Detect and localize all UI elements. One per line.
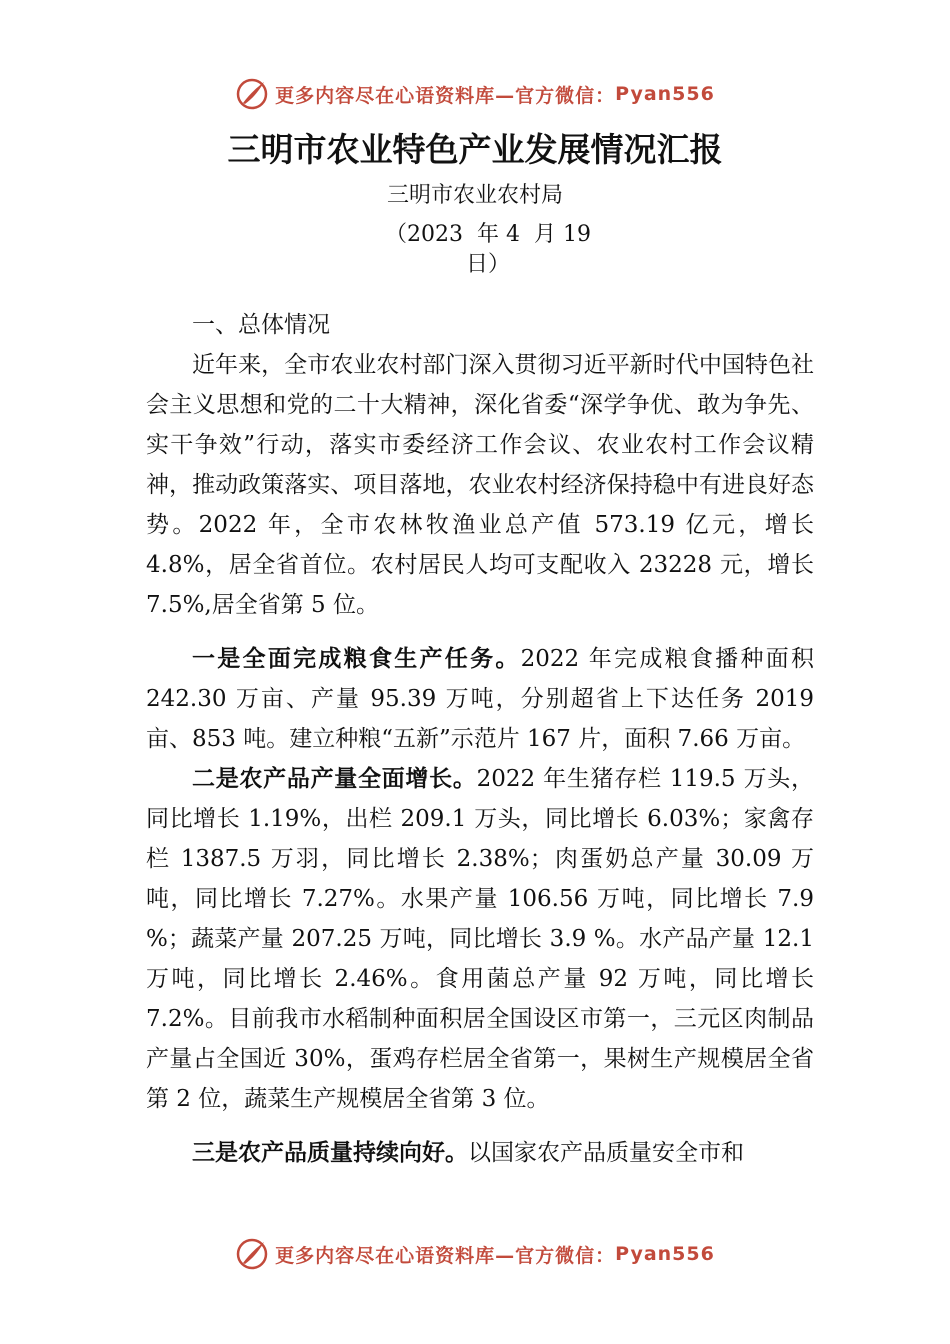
paragraph-lead: 三是农产品质量持续向好。 [192,1140,468,1166]
document-title: 三明市农业特色产业发展情况汇报 [227,130,723,169]
watermark-footer [0,1232,950,1276]
section-heading: 一、总体情况 [192,312,330,338]
paragraph-lead: 二是农产品产量全面增长。 [192,766,477,792]
watermark-header [0,72,950,116]
paragraph-quality: 三是农产品质量持续向好。以国家农产品质量安全市和 [192,1140,744,1166]
watermark-id: Pyan556 [615,1243,715,1265]
date-line-1: （2023 年 4 月 19 [385,222,591,247]
paragraph-output: 二是农产品产量全面增长。2022 年生猪存栏 119.5 万头，同比增长 1.19%，出栏 209.1 万头，同比增长 6.03%；家禽存栏 1387.5 万羽，同比增长 2.38%；肉蛋奶总产量 30.09 万吨，同比增长 7.27%。水果产量 106.56 万吨，同比增长 7.9 %；蔬菜产量 207.25 万吨，同比增长 3.9 %。水产品产量 12.1 万吨，同比增长 2.46%。食用菌总产量 92 万吨，同比增长 7.2%。目前我市水稻制种面积居全国设区市第一，三元区肉制品产量占全国近 30%，蛋鸡存栏居全省第一，果树生产规模居全省第 2 位，蔬菜生产规模居全省第 3 位。 [146,766,815,1112]
paragraph-grain: 一是全面完成粮食生产任务。2022 年完成粮食播种面积 242.30 万亩、产量 95.39 万吨，分别超省上下达任务 2019 亩、853 吨。建立种粮“五新”示范片 167 片，面积 7.66 万亩。 [146,646,814,752]
watermark-text: 更多内容尽在心语资料库—官方微信： [275,84,616,107]
watermark-id: Pyan556 [615,83,715,105]
quill-logo-icon [235,77,269,111]
document-date [383,220,593,280]
document-body [146,305,814,1173]
quill-logo-icon [235,1237,269,1271]
document-organization: 三明市农业农村局 [386,183,563,208]
paragraph-lead: 一是全面完成粮食生产任务。 [192,646,521,672]
date-line-2: 日） [465,252,510,277]
paragraph-overview: 近年来，全市农业农村部门深入贯彻习近平新时代中国特色社会主义思想和党的二十大精神，深化省委“深学争优、敢为争先、实干争效”行动，落实市委经济工作会议、农业农村工作会议精神，推动政策落实、项目落地，农业农村经济保持稳中有进良好态势。2022 年，全市农林牧渔业总产值 573.19 亿元，增长 4.8%，居全省首位。农村居民人均可支配收入 23228 元，增长 7.5%,居全省第 5 位。 [146,352,814,618]
watermark-text: 更多内容尽在心语资料库—官方微信： [275,1244,616,1267]
